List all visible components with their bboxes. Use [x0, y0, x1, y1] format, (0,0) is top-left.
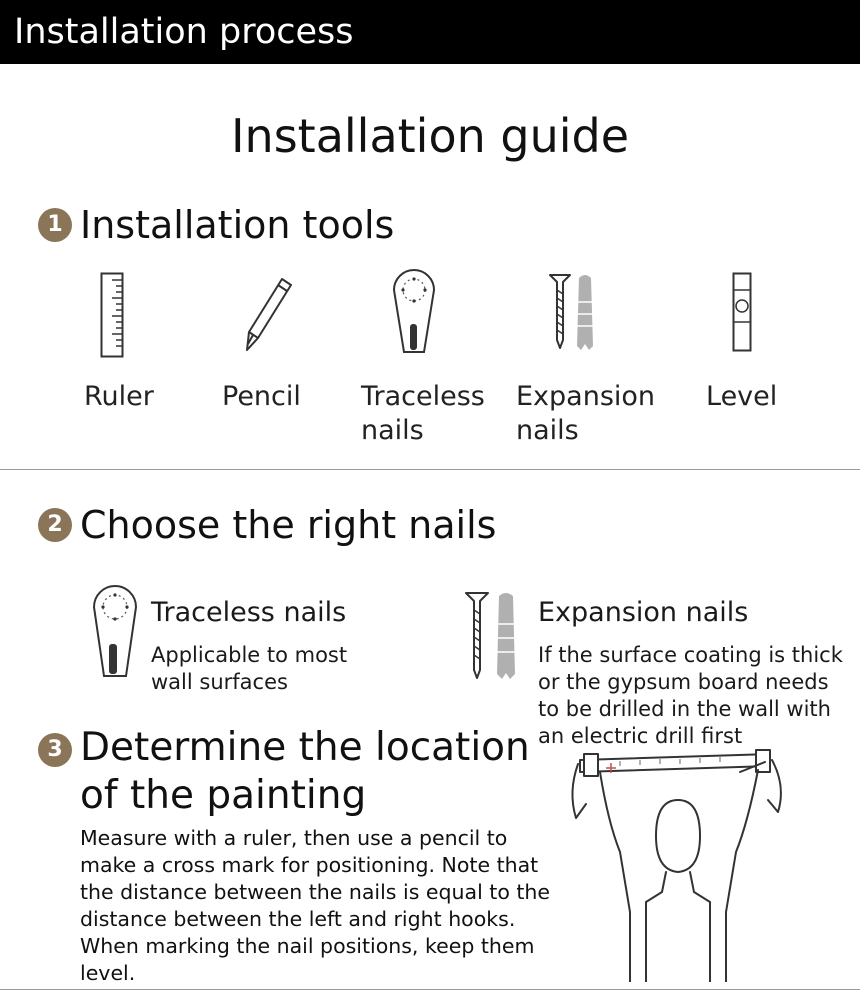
- tool-label-level: Level: [706, 381, 778, 412]
- section-3-description: Measure with a ruler, then use a pencil to make a cross mark for positioning. Note that the distance between the nails is equal to the distance between the left and right hooks. When marking the nail positions, keep them level.: [80, 826, 551, 985]
- section-1-heading: [38, 202, 394, 248]
- pencil-icon: [244, 276, 294, 354]
- level-icon: [732, 272, 752, 352]
- traceless-nails-description: Applicable to most wall surfaces: [151, 643, 348, 694]
- tool-label-traceless-nails: Traceless nails: [361, 381, 485, 446]
- tool-label-expansion-nails: Expansion nails: [516, 381, 656, 446]
- traceless-nails-title: Traceless nails: [151, 597, 347, 628]
- section-title: Choose the right nails: [80, 503, 497, 547]
- person-measuring-illustration: [560, 742, 800, 982]
- section-2-heading: [38, 502, 496, 548]
- header-bar: [0, 0, 860, 64]
- tool-label-pencil: Pencil: [222, 381, 301, 412]
- ruler-icon: [100, 272, 124, 358]
- section-divider: [0, 469, 860, 470]
- section-3-title: Determine the location of the painting: [80, 725, 530, 818]
- tool-label-ruler: Ruler: [84, 381, 154, 412]
- step-number-badge: 1: [38, 208, 72, 242]
- step-number-badge: 2: [38, 508, 72, 542]
- expansion-nail-icon: [464, 590, 522, 682]
- traceless-nail-icon: [92, 584, 138, 680]
- expansion-nails-description: If the surface coating is thick or the gypsum board needs to be drilled in the wall with an electric drill first: [538, 643, 843, 748]
- header-title: Installation process: [14, 12, 354, 52]
- bottom-divider: [0, 989, 860, 990]
- guide-title: Installation guide: [230, 109, 630, 163]
- section-title: Installation tools: [80, 203, 395, 247]
- step-number-badge: 3: [38, 733, 72, 767]
- expansion-nails-title: Expansion nails: [538, 597, 749, 628]
- expansion-nail-icon: [549, 272, 599, 352]
- traceless-nail-icon: [392, 268, 436, 356]
